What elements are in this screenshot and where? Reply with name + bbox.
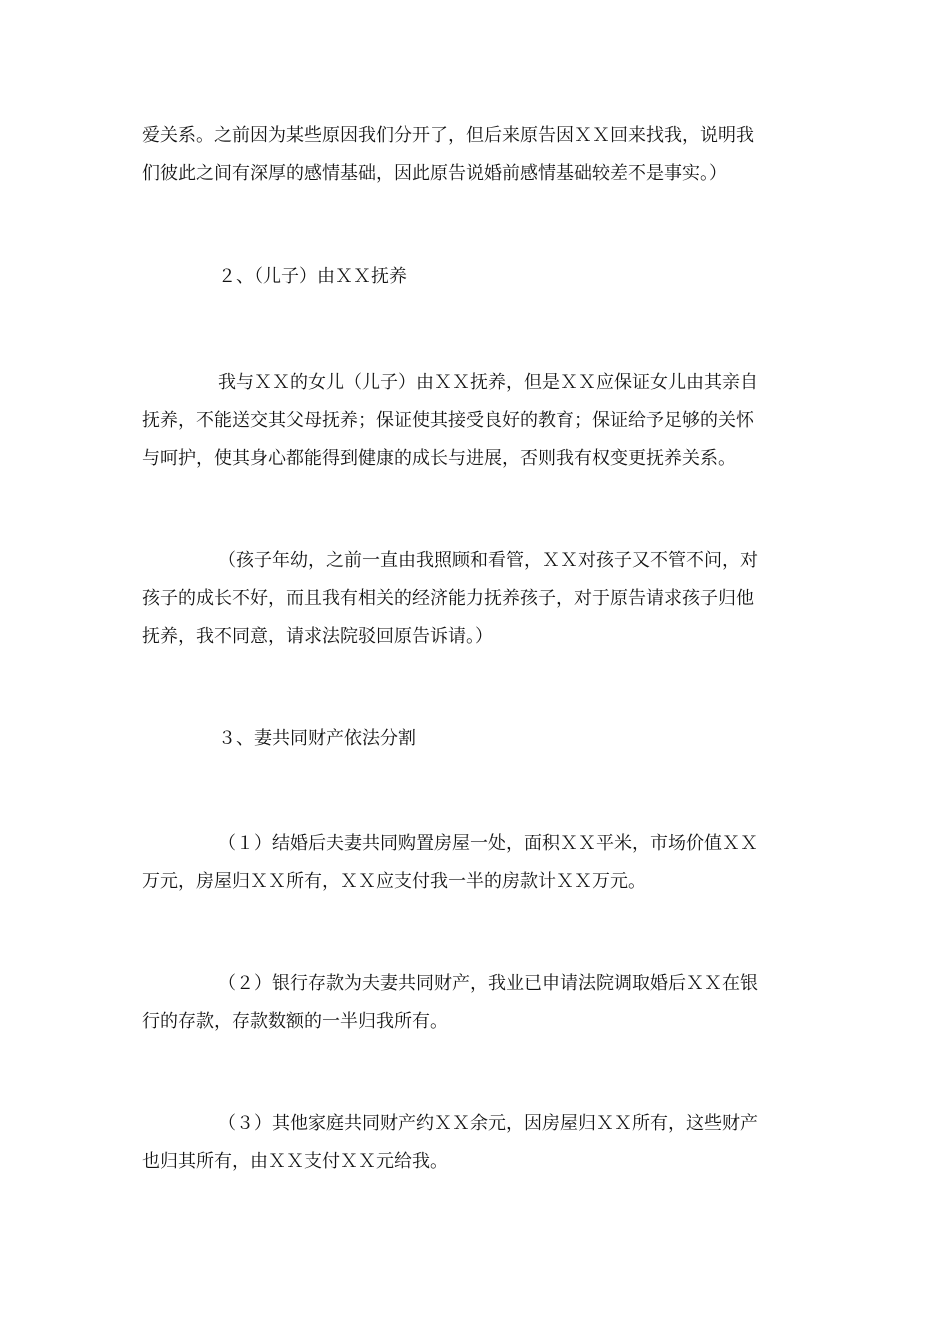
text-line: 爱关系。之前因为某些原因我们分开了，但后来原告因ＸＸ回来找我，说明我 bbox=[142, 125, 754, 146]
text-line: （１）结婚后夫妻共同购置房屋一处，面积ＸＸ平米，市场价值ＸＸ bbox=[218, 833, 758, 854]
text-line: 万元，房屋归ＸＸ所有，ＸＸ应支付我一半的房款计ＸＸ万元。 bbox=[142, 871, 646, 892]
text-line: （３）其他家庭共同财产约ＸＸ余元，因房屋归ＸＸ所有，这些财产 bbox=[218, 1113, 758, 1134]
text-line: 们彼此之间有深厚的感情基础，因此原告说婚前感情基础较差不是事实。） bbox=[142, 163, 727, 184]
text-line: 我与ＸＸ的女儿（儿子）由ＸＸ抚养，但是ＸＸ应保证女儿由其亲自 bbox=[218, 372, 758, 393]
text-line: 与呵护，使其身心都能得到健康的成长与进展，否则我有权变更抚养关系。 bbox=[142, 448, 736, 469]
text-line: 抚养，不能送交其父母抚养；保证使其接受良好的教育；保证给予足够的关怀 bbox=[142, 410, 754, 431]
text-line: （２）银行存款为夫妻共同财产，我业已申请法院调取婚后ＸＸ在银 bbox=[218, 973, 758, 994]
text-line: 孩子的成长不好，而且我有相关的经济能力抚养孩子，对于原告请求孩子归他 bbox=[142, 588, 754, 609]
text-line: 也归其所有，由ＸＸ支付ＸＸ元给我。 bbox=[142, 1151, 448, 1172]
text-line: 抚养，我不同意，请求法院驳回原告诉请。） bbox=[142, 626, 493, 647]
heading-text: ２、（儿子）由ＸＸ抚养 bbox=[218, 266, 407, 287]
text-line: （孩子年幼，之前一直由我照顾和看管，ＸＸ对孩子又不管不问，对 bbox=[218, 550, 758, 571]
text-line: 行的存款，存款数额的一半归我所有。 bbox=[142, 1011, 448, 1032]
heading-text: ３、妻共同财产依法分割 bbox=[218, 728, 416, 749]
